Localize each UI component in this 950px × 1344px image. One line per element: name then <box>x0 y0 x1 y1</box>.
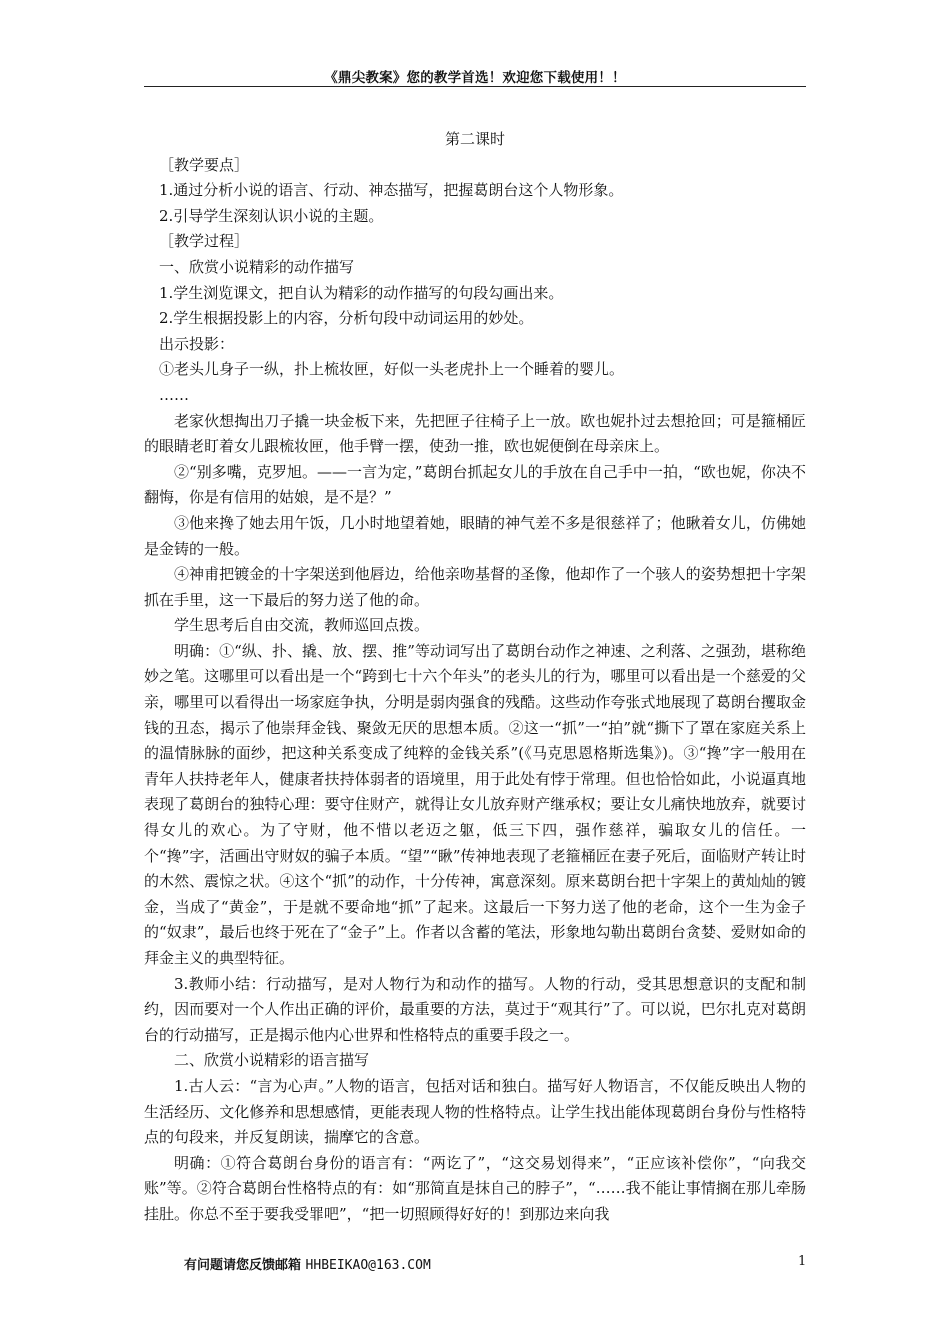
heading-language-description: 二、欣赏小说精彩的语言描写 <box>174 1051 370 1070</box>
footer-label: 有问题请您反馈邮箱 <box>184 1258 302 1273</box>
step-1: 1.学生浏览课文，把自认为精彩的动作描写的句段勾画出来。 <box>159 283 564 302</box>
clarification-language: 明确：①符合葛朗台身份的语言有：“两讫了”，“这交易划得来”，“正应该补偿你”，“向我交账”等。②符合葛朗台性格特点的有：如“那简直是抹自己的脖子”，“……我不能让事情搁在那儿牵肠挂肚。你总不至于要我受罪吧”，“把一切照顾得好好的！到那边来向我 <box>144 1153 806 1223</box>
section-label-process: ［教学过程］ <box>159 232 250 251</box>
page-footer <box>184 1254 431 1273</box>
ellipsis: …… <box>159 385 189 404</box>
footer-email: HHBEIKAO@163.COM <box>305 1258 431 1273</box>
clarification-actions: 明确：①“纵、扑、撬、放、摆、推”等动词写出了葛朗台动作之神速、之利落、之强劲，堪称绝妙之笔。这哪里可以看出是一个“跨到七十六个年头”的老头儿的行为，哪里可以看出是一个慈爱的父亲，哪里可以看得出一场家庭争执，分明是弱肉强食的残酷。这些动作夸张式地展现了葛朗台攫取金钱的丑态，揭示了他崇拜金钱、聚敛无厌的思想本质。②这一“抓”一“拍”就“撕下了罩在家庭关系上的温情脉脉的面纱，把这种关系变成了纯粹的金钱关系”(《马克思恩格斯选集》)。③“搀”字一般用在青年人扶持老年人，健康者扶持体弱者的语境里，用于此处有悖于常理。但也恰恰如此，小说逼真地表现了葛朗台的独特心理：要守住财产，就得让女儿放弃财产继承权；要让女儿痛快地放弃，就要讨得女儿的欢心。为了守财，他不惜以老迈之躯，低三下四，强作慈祥，骗取女儿的信任。一个“搀”字，活画出守财奴的骗子本质。“望”“瞅”传神地表现了老箍桶匠在妻子死后，面临财产转让时的木然、震惊之状。④这个“抓”的动作，十分传神，寓意深刻。原来葛朗台把十字架上的黄灿灿的镀金，当成了“黄金”，于是就不要命地“抓”了起来。这最后一下努力送了他的老命，这个一生为金子的“奴隶”，最后也终于死在了“金子”上。作者以含蓄的笔法，形象地勾勒出葛朗台贪婪、爱财如命的拜金主义的典型特征。 <box>144 641 806 967</box>
quote-1-continued: 老家伙想掏出刀子撬一块金板下来，先把匣子往椅子上一放。欧也妮扑过去想抢回；可是箍桶匠的眼睛老盯着女儿跟梳妆匣，他手臂一摆，使劲一推，欧也妮便倒在母亲床上。 <box>144 411 806 456</box>
quote-3: ③他来搀了她去用午饭，几小时地望着她，眼睛的神气差不多是很慈祥了；他瞅着女儿，仿佛她是金铸的一般。 <box>144 513 806 558</box>
page-number: 1 <box>798 1254 807 1269</box>
key-point-2: 2.引导学生深刻认识小说的主题。 <box>159 206 384 225</box>
student-discussion: 学生思考后自由交流，教师巡回点拨。 <box>174 616 430 635</box>
header-rule <box>144 86 806 87</box>
lesson-title: 第二课时 <box>444 130 505 148</box>
heading-action-description: 一、欣赏小说精彩的动作描写 <box>159 257 355 276</box>
quote-1: ①老头儿身子一纵，扑上梳妆匣，好似一头老虎扑上一个睡着的婴儿。 <box>159 360 625 379</box>
language-step-1: 1.古人云：“言为心声。”人物的语言，包括对话和独白。描写好人物语言，不仅能反映出人物的生活经历、文化修养和思想感情，更能表现人物的性格特点。让学生找出能体现葛朗台身份与性格特点的句段来，并反复朗读，揣摩它的含意。 <box>144 1076 806 1147</box>
quote-2: ②“别多嘴，克罗旭。——一言为定，”葛朗台抓起女儿的手放在自己手中一拍，“欧也妮，你决不翻悔，你是有信用的姑娘，是不是？” <box>144 462 806 507</box>
document-body <box>144 127 806 1228</box>
quote-4: ④神甫把镀金的十字架送到他唇边，给他亲吻基督的圣像，他却作了一个骇人的姿势想把十字架抓在手里，这一下最后的努力送了他的命。 <box>144 565 806 609</box>
teacher-summary: 3.教师小结：行动描写，是对人物行为和动作的描写。人物的行动，受其思想意识的支配和制约，因而要对一个人作出正确的评价，最重要的方法，莫过于“观其行”了。可以说，巴尔扎克对葛朗台的行动描写，正是揭示他内心世界和性格特点的重要手段之一。 <box>144 974 806 1044</box>
key-point-1: 1.通过分析小说的语言、行动、神态描写，把握葛朗台这个人物形象。 <box>159 181 624 200</box>
section-label-key-points: ［教学要点］ <box>159 155 250 174</box>
page-header: 《鼎尖教案》您的教学首选！欢迎您下载使用！！ <box>324 70 626 86</box>
step-2: 2.学生根据投影上的内容，分析句段中动词运用的妙处。 <box>159 309 534 328</box>
projection-label: 出示投影： <box>159 334 235 353</box>
